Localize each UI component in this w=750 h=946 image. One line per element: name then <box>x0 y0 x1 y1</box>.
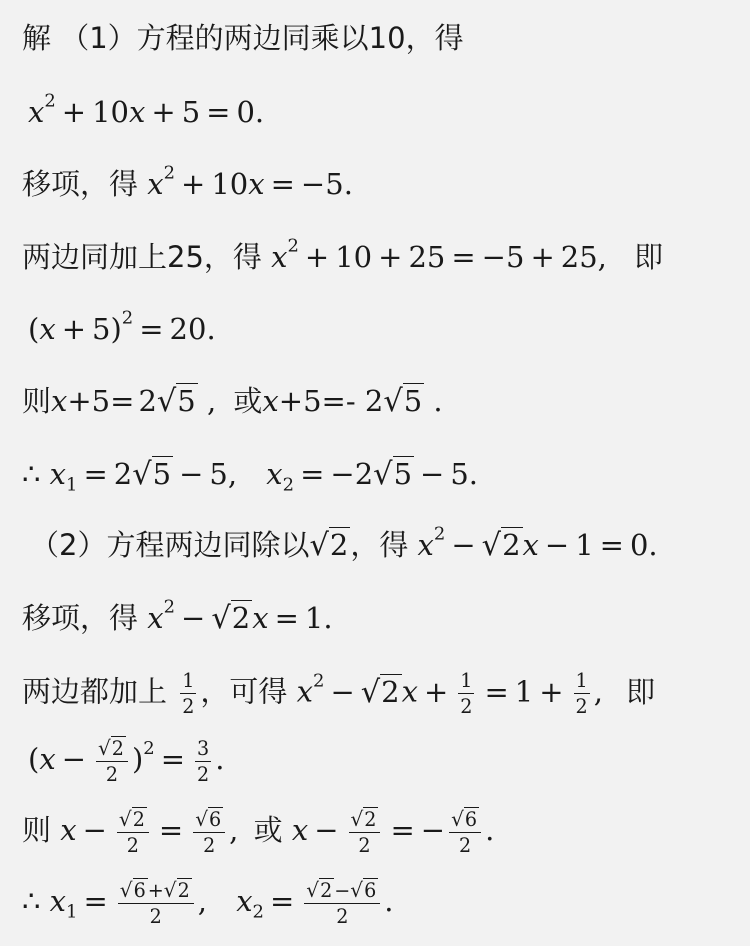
equation-line-3: 移项，得 $x^2 + 10x = -5$. <box>22 162 353 201</box>
equation-line-13: ∴ $x_1$ = $\frac{√6 +√2}{2}$ , $x_2$ = $\frac{√2 -√6}{2}$ . <box>22 878 394 929</box>
equation-line-8: （2）方程两边同除以√2，得 $x^2 - √2x - 1 = 0$. <box>30 523 658 563</box>
equation-line-11: (x − $\frac{√2}{2}$ )$^2$ = $\frac{3}{2}$ . <box>28 736 225 787</box>
intro-text: 解 （1）方程的两边同乘以10，得 <box>22 21 464 55</box>
equation-line-12: 则 x − $\frac{√2}{2}$ = $\frac{√6}{2}$ , 或 x − $\frac{√2}{2}$ = − $\frac{√6}{2}$ . <box>22 807 495 858</box>
equation-line-9: 移项，得 $x^2 - √2x = 1$. <box>22 596 333 636</box>
line-1-intro <box>22 21 464 55</box>
equation-line-7: ∴ $x_1 = 2√5 - 5$, $x_2 = -2√5 - 5$. <box>22 457 478 496</box>
equation-line-4: 两边同加上25，得 $x^2 + 10 + 25 = -5 + 25$, 即 <box>22 235 664 274</box>
equation-line-10: 两边都加上 $\frac{1}{2}$ ，可得 $x^2 - √2x$ + $\frac{1}{2}$ = 1 + $\frac{1}{2}$ , 即 <box>22 669 656 719</box>
equation-line-2: $x^2 + 10x + 5 = 0$. <box>28 90 265 129</box>
equation-line-6: 则x+5= 2√5 , 或x+5=- 2√5 . <box>22 384 443 419</box>
equation-line-5: $(x + 5)^2 = 20$. <box>28 307 216 346</box>
